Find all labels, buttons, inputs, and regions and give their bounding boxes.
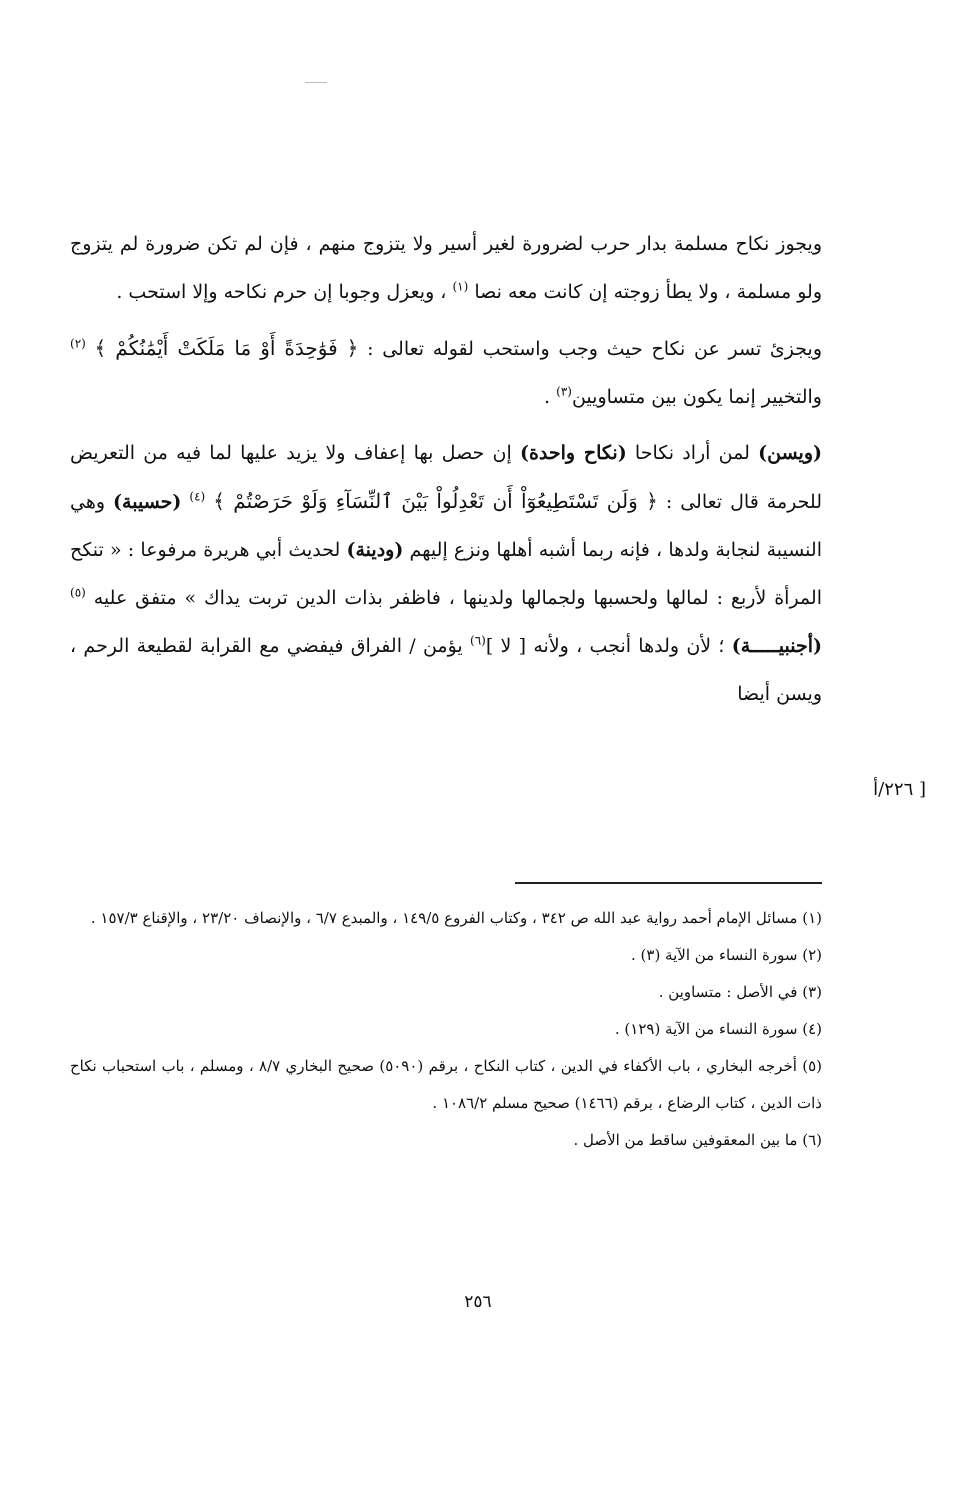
- footnote-ref: (١): [452, 279, 469, 294]
- paragraph-text: إن حصل بها إعفاف ولا يزيد عليها لما فيه من التعريض للحرمة قال تعالى :: [70, 442, 822, 513]
- paragraph-text: ؛ لأن ولدها أنجب ، ولأنه [ لا ]: [485, 635, 725, 657]
- paragraph-text: ويجوز نكاح مسلمة بدار حرب لضرورة لغير أسير ولا يتزوج منهم ، فإن لم تكن ضرورة لم يتزوج ولو مسلمة ، ولا يطأ زوجته إن كانت معه نصا: [70, 233, 822, 303]
- footnote-6: (٦) ما بين المعقوفين ساقط من الأصل .: [573, 1131, 822, 1149]
- footnote-2: (٢) سورة النساء من الآية (٣) .: [630, 946, 822, 964]
- footnote-4: (٤) سورة النساء من الآية (١٢٩) .: [614, 1020, 822, 1038]
- paragraph-1: [70, 220, 822, 316]
- footnote-ref: (٦): [470, 633, 486, 648]
- footnote-divider: [515, 882, 822, 884]
- footnotes: [70, 900, 822, 1159]
- scan-mark: [305, 82, 327, 83]
- footnote-ref: (٥): [70, 585, 86, 600]
- paragraph-text: وهي النسيبة لنجابة ولدها ، فإنه ربما أشبه أهلها ونزع إليهم: [70, 491, 822, 561]
- paragraph-text: لمن أراد نكاحا: [634, 442, 750, 464]
- paragraph-text: ، ويعزل وجوبا إن حرم نكاحه وإلا استحب .: [116, 281, 447, 303]
- footnote-ref: (٤): [189, 489, 206, 504]
- paragraph-3: [70, 429, 822, 718]
- quran-verse: ﴿ وَلَن تَسْتَطِيعُوٓاْ أَن تَعْدِلُواْ بَيْنَ ٱلنِّسَآءِ وَلَوْ حَرَصْتُمْ ﴾: [213, 489, 658, 513]
- footnote-3: (٣) في الأصل : متساوين .: [658, 983, 822, 1001]
- bold-term: (أجنبيـــــة): [731, 635, 822, 657]
- paragraph-text: ويجزئ تسر عن نكاح حيث وجب واستحب لقوله تعالى :: [367, 338, 823, 360]
- quran-verse: ﴿ فَوَٰحِدَةً أَوْ مَا مَلَكَتْ أَيْمَٰنُكُمْ ﴾: [94, 336, 359, 360]
- footnote-5: (٥) أخرجه البخاري ، باب الأكفاء في الدين ، كتاب النكاح ، برقم (٥٠٩٠) صحيح البخاري ٨/٧ ، ومسلم ، باب استحباب نكاح ذات الدين ، كتاب الرضاع ، برقم (١٤٦٦) صحيح مسلم ١٠٨٦/٢ .: [70, 1057, 823, 1112]
- paragraph-text: والتخيير إنما يكون بين متساويين: [571, 386, 822, 408]
- paragraph-text: يؤمن / الفراق فيفضي مع القرابة لقطيعة الرحم ، ويسن أيضا: [70, 635, 822, 705]
- footnote-ref: (٣): [556, 384, 572, 399]
- bold-term: (نكاح واحدة): [519, 442, 627, 464]
- main-text: [70, 220, 822, 718]
- bold-term: (حسيبة): [113, 491, 182, 513]
- bold-term: (ودينة): [346, 539, 404, 561]
- page-number: ٢٥٦: [464, 1292, 492, 1312]
- bold-term: (ويسن): [758, 442, 822, 464]
- manuscript-folio-ref: [ ٢٢٦/أ: [873, 779, 926, 800]
- paragraph-2: [70, 324, 822, 421]
- paragraph-text: .: [544, 386, 551, 408]
- paragraph-text: لحديث أبي هريرة مرفوعا : « تنكح المرأة لأربع : لمالها ولحسبها ولجمالها ولدينها ، فاظفر بذات الدين تربت يداك » متفق عليه: [70, 539, 822, 609]
- footnote-1: (١) مسائل الإمام أحمد رواية عبد الله ص ٣٤٢ ، وكتاب الفروع ١٤٩/٥ ، والمبدع ٦/٧ ، والإنصاف ٢٣/٢٠ ، والإقناع ١٥٧/٣ .: [90, 909, 822, 927]
- footnote-ref: (٢): [70, 336, 86, 351]
